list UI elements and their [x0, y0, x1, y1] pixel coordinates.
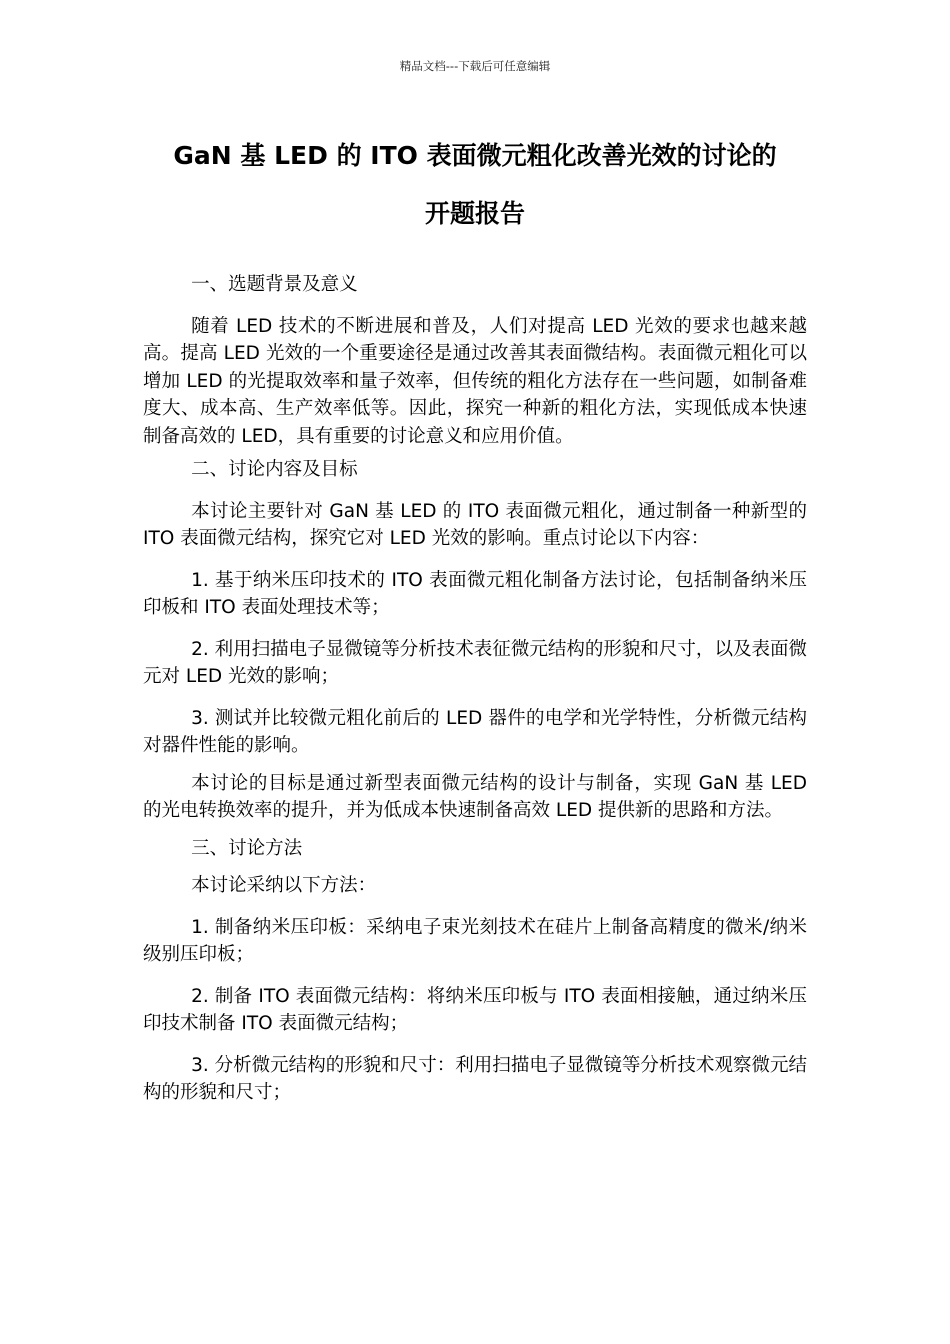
page-header: 精品文档---下载后可任意编辑 — [399, 59, 551, 73]
paragraph-goal: 本讨论的目标是通过新型表面微元结构的设计与制备，实现 GaN 基 LED 的光电转换效率的提升，并为低成本快速制备高效 LED 提供新的思路和方法。 — [143, 772, 807, 821]
list-item-content-1: 1. 基于纳米压印技术的 ITO 表面微元粗化制备方法讨论，包括制备纳米压印板和 ITO 表面处理技术等； — [143, 569, 807, 618]
section-heading-content: 二、讨论内容及目标 — [191, 459, 358, 480]
list-item-content-2: 2. 利用扫描电子显微镜等分析技术表征微元结构的形貌和尺寸，以及表面微元对 LED 光效的影响； — [143, 638, 807, 687]
paragraph-background: 随着 LED 技术的不断进展和普及，人们对提高 LED 光效的要求也越来越高。提高 LED 光效的一个重要途径是通过改善其表面微结构。表面微元粗化可以增加 LED 的光提取效率和量子效率，但传统的粗化方法存在一些问题，如制备难度大、成本高、生产效率低等。因此，探究一种新的粗化方法，实现低成本快速制备高效的 LED，具有重要的讨论意义和应用价值。 — [143, 315, 807, 447]
list-item-method-2: 2. 制备 ITO 表面微元结构：将纳米压印板与 ITO 表面相接触，通过纳米压印技术制备 ITO 表面微元结构； — [143, 985, 807, 1034]
document-title-line-2: 开题报告 — [424, 199, 525, 228]
list-item-method-3: 3. 分析微元结构的形貌和尺寸：利用扫描电子显微镜等分析技术观察微元结构的形貌和尺寸； — [143, 1054, 807, 1103]
section-heading-background: 一、选题背景及意义 — [191, 274, 358, 295]
list-item-method-1: 1. 制备纳米压印板：采纳电子束光刻技术在硅片上制备高精度的微米/纳米级别压印板； — [143, 916, 807, 965]
section-heading-method: 三、讨论方法 — [191, 837, 303, 859]
list-item-content-3: 3. 测试并比较微元粗化前后的 LED 器件的电学和光学特性，分析微元结构对器件性能的影响。 — [143, 707, 807, 756]
paragraph-content-intro: 本讨论主要针对 GaN 基 LED 的 ITO 表面微元粗化，通过制备一种新型的 ITO 表面微元结构，探究它对 LED 光效的影响。重点讨论以下内容： — [143, 500, 807, 549]
document-body — [143, 271, 807, 1107]
paragraph-method-intro: 本讨论采纳以下方法： — [191, 875, 377, 896]
document-title-line-1: GaN 基 LED 的 ITO 表面微元粗化改善光效的讨论的 — [173, 141, 777, 170]
